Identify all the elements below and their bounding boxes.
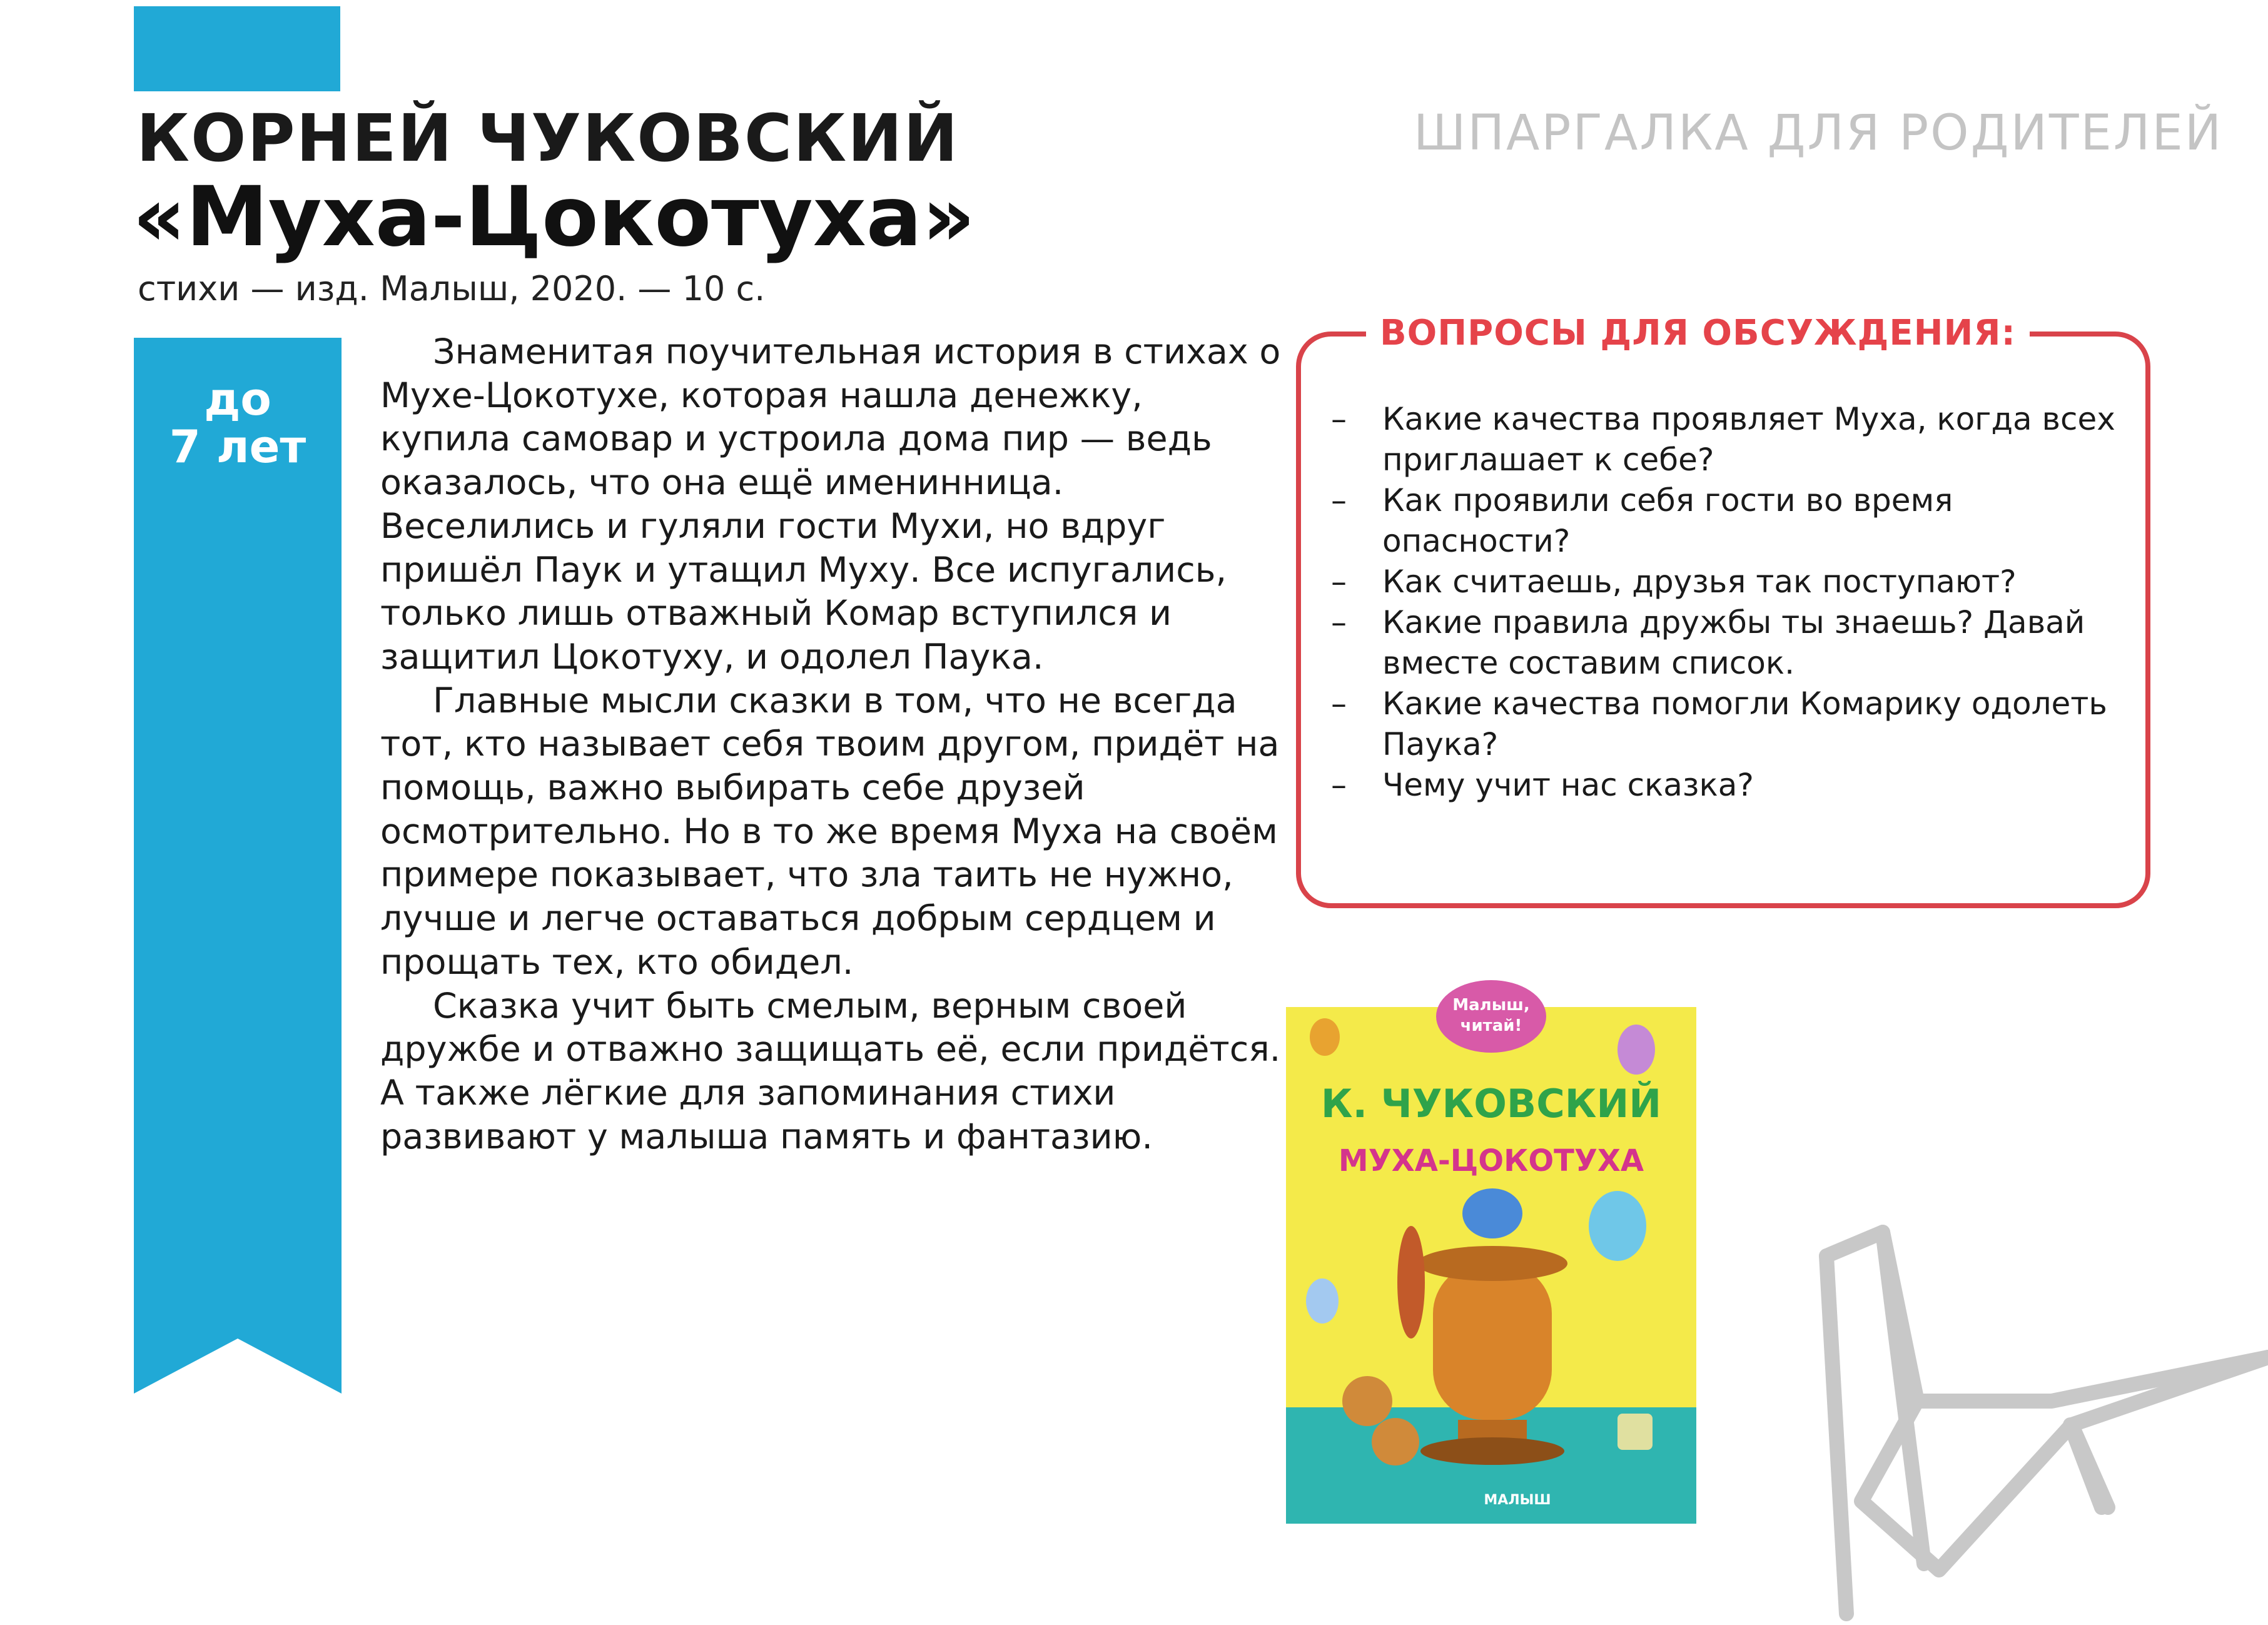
top-accent-block <box>134 6 340 91</box>
description-paragraph: Знаменитая поучительная история в стихах о Мухе-Цокотухе, которая нашла денежку, купила самовар и устроила дома пир — ведь оказалось, что она ещё именинница. Веселились и гуляли гости Мухи, но вдруг пришёл Паук и утащил Муху. Все испугались, только лишь отважный Комар вступился и защитил Цокотуху, и одолел Паука. <box>380 332 1281 677</box>
age-badge-line2: 7 лет <box>169 420 306 473</box>
bullet-dash: – <box>1331 767 1347 803</box>
age-ribbon <box>134 338 342 1394</box>
cover-series-line1: Малыш, <box>1452 996 1530 1015</box>
questions-title: ВОПРОСЫ ДЛЯ ОБСУЖДЕНИЯ: <box>1366 313 2030 353</box>
bullet-dash: – <box>1331 401 1347 437</box>
question-text: Какие правила дружбы ты знаешь? Давай вместе составим список. <box>1382 604 2085 681</box>
bullet-dash: – <box>1331 564 1347 600</box>
question-text: Как проявили себя гости во время опасности? <box>1382 482 1953 559</box>
cover-title: МУХА-ЦОКОТУХА <box>1338 1143 1644 1178</box>
book-author: КОРНЕЙ ЧУКОВСКИЙ <box>136 100 959 176</box>
cover-publisher: МАЛЫШ <box>1484 1492 1551 1508</box>
age-badge-line1: до <box>204 373 271 425</box>
description <box>380 330 1281 1158</box>
question-item <box>1326 602 2145 684</box>
question-item <box>1326 562 2145 602</box>
book-title: «Муха-Цокотуха» <box>133 169 976 265</box>
bullet-dash: – <box>1331 686 1347 722</box>
question-item <box>1326 684 2145 765</box>
cover-series-line2: читай! <box>1460 1016 1522 1035</box>
age-badge <box>134 373 342 473</box>
questions-list <box>1326 399 2145 806</box>
description-paragraph: Сказка учит быть смелым, верным своей дружбе и отважно защищать её, если придётся. А также лёгкие для запоминания стихи развивают у малыша память и фантазию. <box>380 985 1281 1157</box>
bullet-dash: – <box>1331 604 1347 640</box>
question-item <box>1326 765 2145 806</box>
bullet-dash: – <box>1331 482 1347 519</box>
section-label: ШПАРГАЛКА ДЛЯ РОДИТЕЛЕЙ <box>1414 105 2224 161</box>
question-text: Какие качества помогли Комарику одолеть Паука? <box>1382 686 2107 762</box>
question-text: Как считаешь, друзья так поступают? <box>1382 564 2017 600</box>
cover-author: К. ЧУКОВСКИЙ <box>1320 1081 1662 1126</box>
question-item <box>1326 480 2145 562</box>
question-text: Чему учит нас сказка? <box>1382 767 1754 803</box>
book-cover-image <box>1286 976 1696 1524</box>
question-item <box>1326 399 2145 480</box>
chair-icon <box>1814 1213 2268 1625</box>
question-text: Какие качества проявляет Муха, когда всех приглашает к себе? <box>1382 401 2115 478</box>
book-subtitle: стихи — изд. Малыш, 2020. — 10 с. <box>138 269 766 308</box>
description-paragraph: Главные мысли сказки в том, что не всегда тот, кто называет себя твоим другом, придёт на помощь, важно выбирать себе друзей осмотрительно. Но в то же время Муха на своём примере показывает, что зла таить не нужно, лучше и легче оставаться добрым сердцем и прощать тех, кто обидел. <box>380 680 1280 983</box>
